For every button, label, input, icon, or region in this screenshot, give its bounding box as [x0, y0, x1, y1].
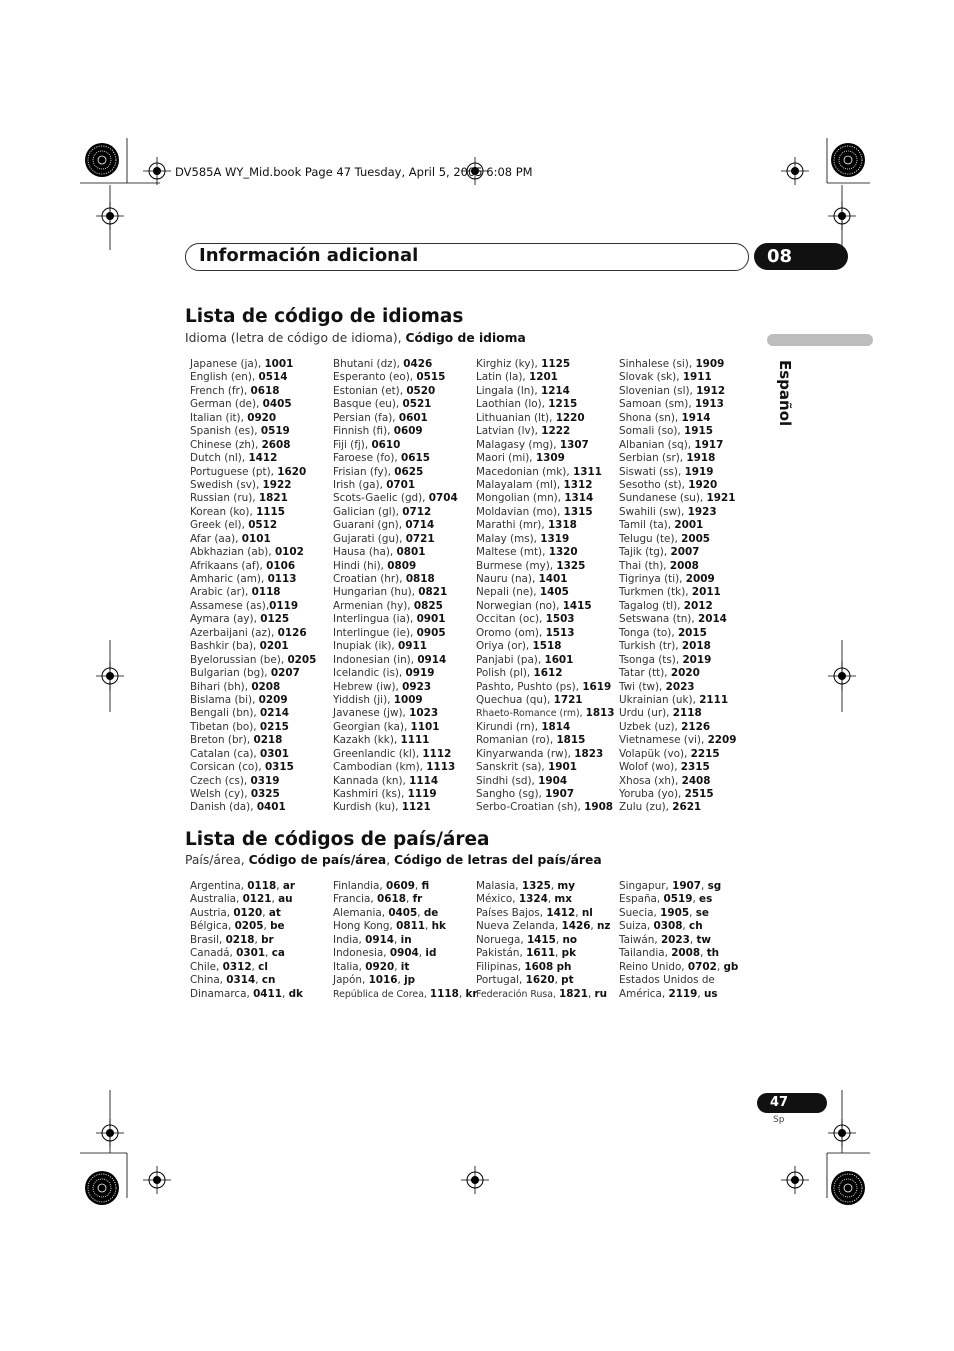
country-entry: Singapur, 1907, sg [619, 880, 722, 892]
language-entry: Corsican (co), 0315 [190, 761, 294, 774]
country-entry: Italia, 0920, it [333, 960, 410, 973]
language-list-subtitle: Idioma (letra de código de idioma), Código de idioma [185, 331, 526, 345]
language-entry: French (fr), 0618 [190, 384, 280, 397]
language-entry: Sangho (sg), 1907 [476, 788, 575, 800]
language-entry: Hindi (hi), 0809 [333, 559, 417, 572]
language-entry: Siswati (ss), 1919 [619, 465, 714, 478]
language-entry: Greek (el), 0512 [190, 519, 278, 532]
country-entry: Bélgica, 0205, be [190, 920, 285, 933]
country-entry: Reino Unido, 0702, gb [619, 960, 739, 973]
language-entry: Latin (la), 1201 [476, 371, 558, 384]
language-entry: Maori (mi), 1309 [476, 452, 565, 465]
language-entry: Swahili (sw), 1923 [619, 505, 717, 518]
language-entry: Sanskrit (sa), 1901 [476, 761, 577, 774]
language-entry: Amharic (am), 0113 [190, 573, 297, 585]
country-entry: Federación Rusa, 1821, ru [476, 987, 608, 1000]
language-entry: Tigrinya (ti), 2009 [619, 573, 715, 585]
country-entry: Francia, 0618, fr [333, 893, 423, 906]
language-entry: Malagasy (mg), 1307 [476, 438, 589, 451]
language-entry: Kazakh (kk), 1111 [333, 734, 430, 747]
language-entry: Nauru (na), 1401 [476, 573, 568, 585]
language-entry: Irish (ga), 0701 [333, 478, 416, 491]
language-entry: Kurdish (ku), 1121 [333, 801, 431, 814]
language-entry: Frisian (fy), 0625 [333, 465, 424, 478]
country-entry: Brasil, 0218, br [190, 933, 274, 946]
page-language-code: Sp [773, 1115, 785, 1125]
language-entry: Laothian (lo), 1215 [476, 398, 578, 411]
country-entry: Argentina, 0118, ar [190, 880, 295, 892]
language-entry: Inupiak (ik), 0911 [333, 640, 427, 653]
country-entry: Nueva Zelanda, 1426, nz [476, 920, 611, 933]
language-entry: Hausa (ha), 0801 [333, 546, 426, 559]
language-entry: Shona (sn), 1914 [619, 411, 711, 424]
language-entry: Latvian (lv), 1222 [476, 425, 571, 438]
language-entry: Galician (gl), 0712 [333, 505, 432, 518]
language-entry: Bashkir (ba), 0201 [190, 640, 289, 653]
language-entry: Malayalam (ml), 1312 [476, 478, 593, 491]
language-entry: Maltese (mt), 1320 [476, 546, 578, 559]
language-entry: Dutch (nl), 1412 [190, 452, 278, 465]
language-entry: Cambodian (km), 1113 [333, 761, 456, 774]
language-entry: Tatar (tt), 2020 [619, 667, 700, 680]
language-entry: Romanian (ro), 1815 [476, 734, 586, 747]
language-entry: Korean (ko), 1115 [190, 505, 285, 518]
language-entry: Chinese (zh), 2608 [190, 438, 291, 451]
language-entry: Slovenian (sl), 1912 [619, 384, 726, 397]
country-entry: América, 2119, us [619, 987, 718, 1000]
language-entry: Azerbaijani (az), 0126 [190, 626, 307, 639]
language-entry: Oromo (om), 1513 [476, 626, 575, 639]
language-entry: Breton (br), 0218 [190, 734, 283, 747]
country-entry: Noruega, 1415, no [476, 933, 578, 946]
country-entry: Suiza, 0308, ch [619, 920, 703, 933]
language-entry: Oriya (or), 1518 [476, 640, 562, 653]
language-entry: Tajik (tg), 2007 [619, 546, 700, 559]
country-entry: Austria, 0120, at [190, 906, 281, 919]
country-entry: Australia, 0121, au [190, 893, 293, 906]
country-entry: Chile, 0312, cl [190, 960, 268, 973]
language-entry: Kashmiri (ks), 1119 [333, 788, 437, 800]
country-entry: Portugal, 1620, pt [476, 974, 574, 987]
language-entry: Urdu (ur), 2118 [619, 707, 702, 720]
country-entry: India, 0914, in [333, 933, 412, 946]
country-entry: Pakistán, 1611, pk [476, 947, 577, 960]
language-entry: Norwegian (no), 1415 [476, 599, 592, 612]
language-entry: Estonian (et), 0520 [333, 384, 436, 397]
language-entry: Sundanese (su), 1921 [619, 492, 736, 505]
language-entry: Setswana (tn), 2014 [619, 613, 727, 626]
language-entry: Panjabi (pa), 1601 [476, 653, 574, 666]
language-entry: Persian (fa), 0601 [333, 411, 428, 424]
language-entry: Arabic (ar), 0118 [190, 586, 281, 599]
language-list-heading: Lista de código de idiomas [185, 306, 464, 327]
language-entry: Bengali (bn), 0214 [190, 707, 289, 720]
country-entry: Tailandia, 2008, th [619, 947, 720, 960]
language-entry: Albanian (sq), 1917 [619, 438, 724, 451]
language-entry: Hebrew (iw), 0923 [333, 680, 432, 693]
language-entry: Icelandic (is), 0919 [333, 667, 435, 680]
language-entry: Faroese (fo), 0615 [333, 452, 430, 465]
country-entry: España, 0519, es [619, 893, 713, 906]
language-entry: Pashto, Pushto (ps), 1619 [476, 680, 612, 693]
language-entry: Zulu (zu), 2621 [619, 801, 702, 814]
language-entry: Croatian (hr), 0818 [333, 573, 435, 585]
country-column-4 [619, 880, 738, 1001]
language-entry: Telugu (te), 2005 [619, 532, 711, 545]
language-entry: Polish (pl), 1612 [476, 667, 563, 680]
language-entry: Kannada (kn), 1114 [333, 774, 439, 787]
country-entry: Finlandia, 0609, fi [333, 880, 430, 892]
country-entry: Taiwán, 2023, tw [619, 933, 712, 946]
language-entry: Malay (ms), 1319 [476, 532, 570, 545]
language-entry: Turkish (tr), 2018 [619, 640, 711, 653]
language-entry: Interlingue (ie), 0905 [333, 626, 446, 639]
language-entry: Japanese (ja), 1001 [190, 358, 294, 370]
country-entry: República de Corea, 1118, kr [333, 987, 478, 1000]
language-entry: German (de), 0405 [190, 398, 292, 411]
language-entry: Tibetan (bo), 0215 [190, 720, 289, 733]
language-entry: Slovak (sk), 1911 [619, 371, 712, 384]
country-entry: Malasia, 1325, my [476, 880, 576, 892]
language-entry: Serbo-Croatian (sh), 1908 [476, 801, 614, 814]
language-entry: Byelorussian (be), 0205 [190, 653, 317, 666]
language-entry: Interlingua (ia), 0901 [333, 613, 446, 626]
language-entry: Indonesian (in), 0914 [333, 653, 447, 666]
language-entry: Esperanto (eo), 0515 [333, 371, 446, 384]
language-entry: Abkhazian (ab), 0102 [190, 546, 304, 559]
language-entry: Swedish (sv), 1922 [190, 478, 292, 491]
language-entry: Occitan (oc), 1503 [476, 613, 575, 626]
language-column-2 [333, 358, 458, 815]
language-entry: Hungarian (hu), 0821 [333, 586, 448, 599]
language-entry: Tonga (to), 2015 [619, 626, 707, 639]
country-column-3 [476, 880, 610, 1001]
language-entry: Bihari (bh), 0208 [190, 680, 281, 693]
language-entry: Turkmen (tk), 2011 [619, 586, 721, 599]
print-header: DV585A WY_Mid.book Page 47 Tuesday, April 5, 2005 6:08 PM [175, 165, 533, 179]
country-entry: Indonesia, 0904, id [333, 947, 437, 960]
language-entry: Sinhalese (si), 1909 [619, 358, 725, 370]
country-entry: Hong Kong, 0811, hk [333, 920, 446, 933]
language-entry: Armenian (hy), 0825 [333, 599, 443, 612]
language-entry: Thai (th), 2008 [619, 559, 699, 572]
language-entry: Welsh (cy), 0325 [190, 788, 280, 800]
country-entry: Estados Unidos de [619, 974, 715, 987]
language-entry: Quechua (qu), 1721 [476, 693, 583, 706]
language-entry: Kirghiz (ky), 1125 [476, 358, 571, 370]
language-entry: English (en), 0514 [190, 371, 288, 384]
language-entry: Greenlandic (kl), 1112 [333, 747, 452, 760]
page-number: 47 [757, 1093, 827, 1113]
language-side-label: Español [776, 360, 794, 427]
language-entry: Spanish (es), 0519 [190, 425, 290, 438]
language-entry: Aymara (ay), 0125 [190, 613, 290, 626]
language-entry: Danish (da), 0401 [190, 801, 286, 814]
language-entry: Sindhi (sd), 1904 [476, 774, 568, 787]
language-entry: Serbian (sr), 1918 [619, 452, 716, 465]
section-title: Información adicional [199, 245, 419, 266]
language-entry: Finnish (fi), 0609 [333, 425, 423, 438]
language-entry: Czech (cs), 0319 [190, 774, 280, 787]
language-entry: Sesotho (st), 1920 [619, 478, 718, 491]
language-entry: Xhosa (xh), 2408 [619, 774, 711, 787]
language-entry: Gujarati (gu), 0721 [333, 532, 435, 545]
language-entry: Afar (aa), 0101 [190, 532, 271, 545]
language-entry: Bhutani (dz), 0426 [333, 358, 433, 370]
language-entry: Marathi (mr), 1318 [476, 519, 577, 532]
language-entry: Yiddish (ji), 1009 [333, 693, 423, 706]
country-column-1 [190, 880, 303, 1001]
language-entry: Mongolian (mn), 1314 [476, 492, 594, 505]
country-entry: Países Bajos, 1412, nl [476, 906, 593, 919]
language-entry: Samoan (sm), 1913 [619, 398, 724, 411]
language-column-4 [619, 358, 736, 815]
language-entry: Basque (eu), 0521 [333, 398, 432, 411]
language-entry: Wolof (wo), 2315 [619, 761, 710, 774]
country-entry: China, 0314, cn [190, 974, 276, 987]
language-entry: Lingala (ln), 1214 [476, 384, 570, 397]
language-entry: Georgian (ka), 1101 [333, 720, 440, 733]
language-entry: Burmese (my), 1325 [476, 559, 586, 572]
language-entry: Tamil (ta), 2001 [619, 519, 704, 532]
language-entry: Afrikaans (af), 0106 [190, 559, 296, 572]
country-entry: Japón, 1016, jp [333, 974, 416, 987]
language-entry: Uzbek (uz), 2126 [619, 720, 711, 733]
country-entry: Alemania, 0405, de [333, 906, 439, 919]
language-entry: Rhaeto-Romance (rm), 1813 [476, 707, 615, 720]
language-entry: Nepali (ne), 1405 [476, 586, 569, 599]
language-entry: Assamese (as),0119 [190, 599, 299, 612]
language-entry: Bulgarian (bg), 0207 [190, 667, 300, 680]
country-list-subtitle: País/área, Código de país/área, Código de letras del país/área [185, 853, 602, 867]
country-entry: Filipinas, 1608 ph [476, 960, 572, 973]
language-entry: Ukrainian (uk), 2111 [619, 693, 729, 706]
language-entry: Moldavian (mo), 1315 [476, 505, 593, 518]
language-entry: Yoruba (yo), 2515 [619, 788, 714, 800]
language-entry: Twi (tw), 2023 [619, 680, 695, 693]
chapter-badge: 08 [754, 243, 848, 270]
language-entry: Macedonian (mk), 1311 [476, 465, 602, 478]
language-column-1 [190, 358, 316, 815]
language-entry: Kirundi (rn), 1814 [476, 720, 571, 733]
language-entry: Catalan (ca), 0301 [190, 747, 289, 760]
language-entry: Kinyarwanda (rw), 1823 [476, 747, 604, 760]
language-entry: Volapük (vo), 2215 [619, 747, 720, 760]
language-entry: Italian (it), 0920 [190, 411, 277, 424]
language-entry: Lithuanian (lt), 1220 [476, 411, 585, 424]
country-list-heading: Lista de códigos de país/área [185, 829, 490, 850]
language-entry: Guarani (gn), 0714 [333, 519, 435, 532]
language-entry: Tagalog (tl), 2012 [619, 599, 713, 612]
language-entry: Vietnamese (vi), 2209 [619, 734, 737, 747]
country-entry: Suecia, 1905, se [619, 906, 709, 919]
language-entry: Tsonga (ts), 2019 [619, 653, 712, 666]
language-entry: Javanese (jw), 1023 [333, 707, 439, 720]
language-entry: Bislama (bi), 0209 [190, 693, 288, 706]
language-entry: Russian (ru), 1821 [190, 492, 288, 505]
language-entry: Somali (so), 1915 [619, 425, 713, 438]
language-column-3 [476, 358, 615, 815]
country-entry: Canadá, 0301, ca [190, 947, 285, 960]
country-entry: México, 1324, mx [476, 893, 572, 906]
country-column-2 [333, 880, 477, 1001]
country-entry: Dinamarca, 0411, dk [190, 987, 303, 1000]
language-entry: Scots-Gaelic (gd), 0704 [333, 492, 458, 505]
language-entry: Portuguese (pt), 1620 [190, 465, 307, 478]
language-side-tab [767, 334, 873, 346]
language-entry: Fiji (fj), 0610 [333, 438, 401, 451]
